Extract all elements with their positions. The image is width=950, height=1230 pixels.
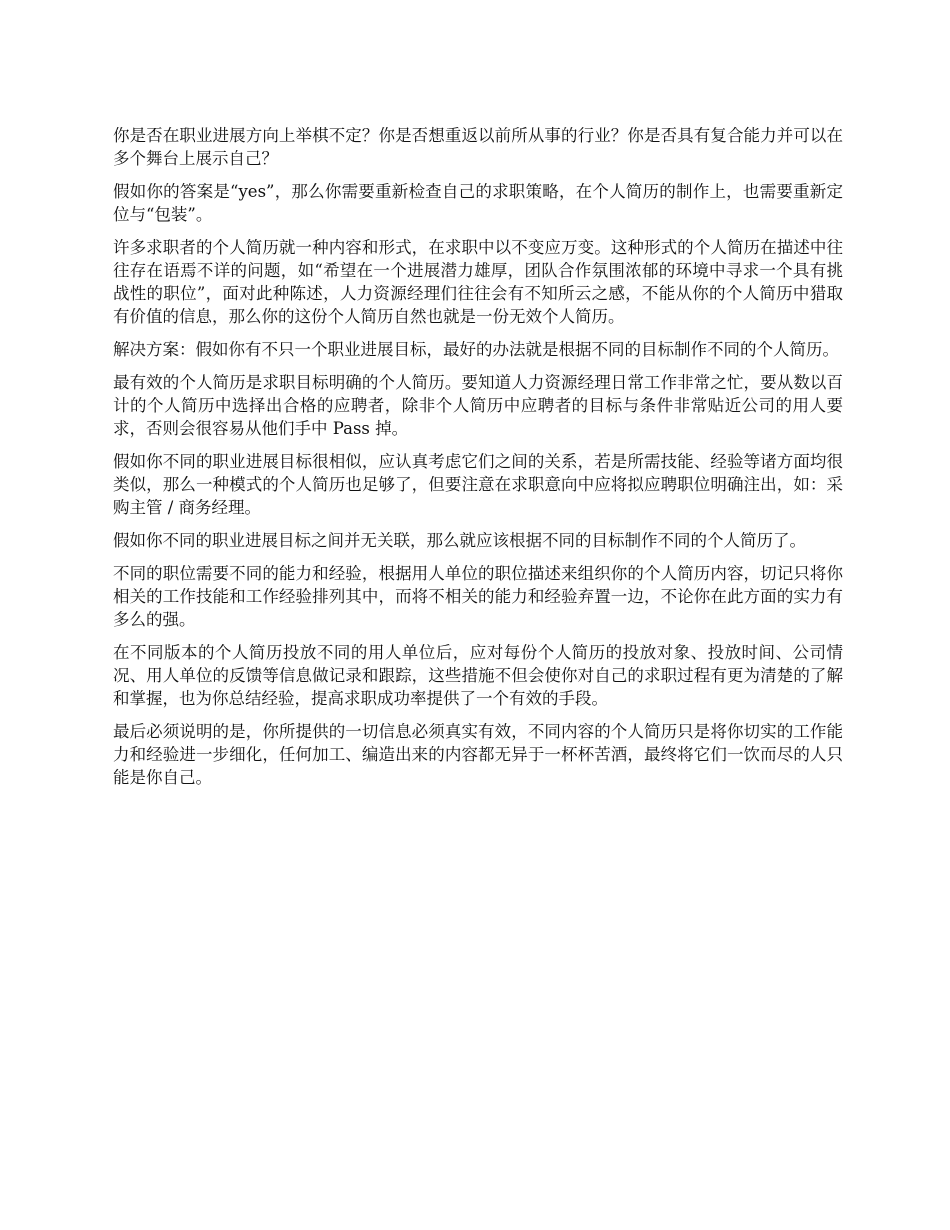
paragraph-tracking: 在不同版本的个人简历投放不同的用人单位后，应对每份个人简历的投放对象、投放时间、公司情况、用人单位的反馈等信息做记录和跟踪，这些措施不但会使你对自己的求职过程有更为清楚的了解和掌握，也为你总结经验，提高求职成功率提供了一个有效的手段。 bbox=[113, 643, 843, 708]
paragraph-targeted-resume: 最有效的个人简历是求职目标明确的个人简历。要知道人力资源经理日常工作非常之忙，要从数以百计的个人简历中选择出合格的应聘者，除非个人简历中应聘者的目标与条件非常贴近公司的用人要求，否则会很容易从他们手中 Pass 掉。 bbox=[113, 373, 843, 438]
paragraph-different-positions: 不同的职位需要不同的能力和经验，根据用人单位的职位描述来组织你的个人简历内容，切记只将你相关的工作技能和工作经验排列其中，而将不相关的能力和经验弃置一边，不论你在此方面的实力有多么的强。 bbox=[113, 564, 843, 629]
paragraph-conclusion: 最后必须说明的是，你所提供的一切信息必须真实有效，不同内容的个人简历只是将你切实的工作能力和经验进一步细化，任何加工、编造出来的内容都无异于一杯杯苦酒，最终将它们一饮而尽的人只能是你自己。 bbox=[113, 722, 843, 787]
paragraph-intro-questions: 你是否在职业进展方向上举棋不定？你是否想重返以前所从事的行业？你是否具有复合能力并可以在多个舞台上展示自己？ bbox=[113, 126, 843, 168]
document-body bbox=[113, 124, 843, 799]
paragraph-answer-yes: 假如你的答案是“yes”，那么你需要重新检查自己的求职策略，在个人简历的制作上，也需要重新定位与“包装”。 bbox=[113, 182, 843, 224]
paragraph-similar-goals: 假如你不同的职业进展目标很相似，应认真考虑它们之间的关系，若是所需技能、经验等诸方面均很类似，那么一种模式的个人简历也足够了，但要注意在求职意向中应将拟应聘职位明确注出，如：采购主管 / 商务经理。 bbox=[113, 452, 843, 517]
paragraph-one-resume-problem: 许多求职者的个人简历就一种内容和形式，在求职中以不变应万变。这种形式的个人简历在描述中往往存在语焉不详的问题，如“希望在一个进展潜力雄厚，团队合作氛围浓郁的环境中寻求一个具有挑战性的职位”，面对此种陈述，人力资源经理们往往会有不知所云之感，不能从你的个人简历中猎取有价值的信息，那么你的这份个人简历自然也就是一份无效个人简历。 bbox=[113, 238, 843, 326]
paragraph-solution: 解决方案：假如你有不只一个职业进展目标，最好的办法就是根据不同的目标制作不同的个人简历。 bbox=[113, 340, 839, 359]
paragraph-unrelated-goals: 假如你不同的职业进展目标之间并无关联，那么就应该根据不同的目标制作不同的个人简历了。 bbox=[113, 531, 806, 550]
